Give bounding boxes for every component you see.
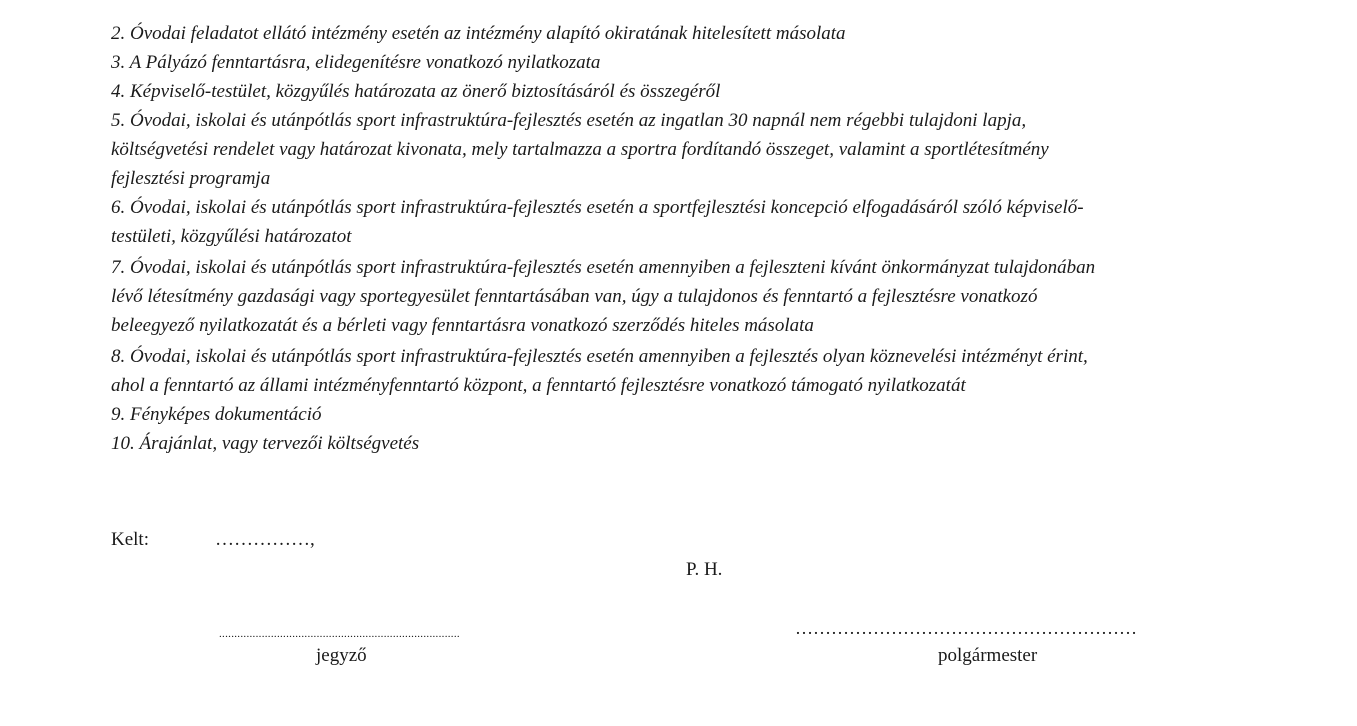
date-line xyxy=(111,527,315,553)
list-item: 9. Fényképes dokumentáció xyxy=(111,404,322,425)
date-placeholder: ……………, xyxy=(215,529,315,550)
list-item: 8. Óvodai, iskolai és utánpótlás sport infrastruktúra-fejlesztés esetén amennyiben a fejlesztés olyan köznevelési intézményt érint, xyxy=(111,346,1088,367)
signature-line-mayor: ………………………………………………… xyxy=(795,618,1137,638)
attachment-list xyxy=(111,19,1311,458)
list-item: 7. Óvodai, iskolai és utánpótlás sport infrastruktúra-fejlesztés esetén amennyiben a fejleszteni kívánt önkormányzat tulajdonában xyxy=(111,257,1096,278)
stamp-placeholder: P. H. xyxy=(686,559,723,580)
list-item-continuation: ahol a fenntartó az állami intézményfenntartó központ, a fenntartó fejlesztésre vonatkozó támogató nyilatkozatát xyxy=(111,375,966,396)
list-item: 6. Óvodai, iskolai és utánpótlás sport infrastruktúra-fejlesztés esetén a sportfejlesztési koncepció elfogadásáról szóló képviselő- xyxy=(111,197,1084,218)
list-item-continuation: beleegyező nyilatkozatát és a bérleti vagy fenntartásra vonatkozó szerződés hiteles másolata xyxy=(111,315,814,336)
signature-label-mayor: polgármester xyxy=(938,645,1038,666)
list-item-continuation: fejlesztési programja xyxy=(111,168,271,189)
list-item: 10. Árajánlat, vagy tervezői költségvetés xyxy=(111,433,420,454)
list-item: 4. Képviselő-testület, közgyűlés határozata az önerő biztosításáról és összegéről xyxy=(111,81,721,102)
list-item-continuation: lévő létesítmény gazdasági vagy sportegyesület fenntartásában van, úgy a tulajdonos és fenntartó a fejlesztésre vonatkozó xyxy=(111,286,1038,307)
signature-line-notary: ............................................................................... xyxy=(219,628,460,640)
list-item: 3. A Pályázó fenntartásra, elidegenítésre vonatkozó nyilatkozata xyxy=(111,52,601,73)
date-label: Kelt: xyxy=(111,529,149,550)
list-item-continuation: költségvetési rendelet vagy határozat kivonata, mely tartalmazza a sportra fordítandó összeget, valamint a sportlétesítmény xyxy=(111,139,1049,160)
signature-label-notary: jegyző xyxy=(316,645,367,666)
list-item-continuation: testületi, közgyűlési határozatot xyxy=(111,226,352,247)
list-item: 5. Óvodai, iskolai és utánpótlás sport infrastruktúra-fejlesztés esetén az ingatlan 30 napnál nem régebbi tulajdoni lapja, xyxy=(111,110,1027,131)
list-item: 2. Óvodai feladatot ellátó intézmény esetén az intézmény alapító okiratának hitelesített másolata xyxy=(111,23,846,44)
